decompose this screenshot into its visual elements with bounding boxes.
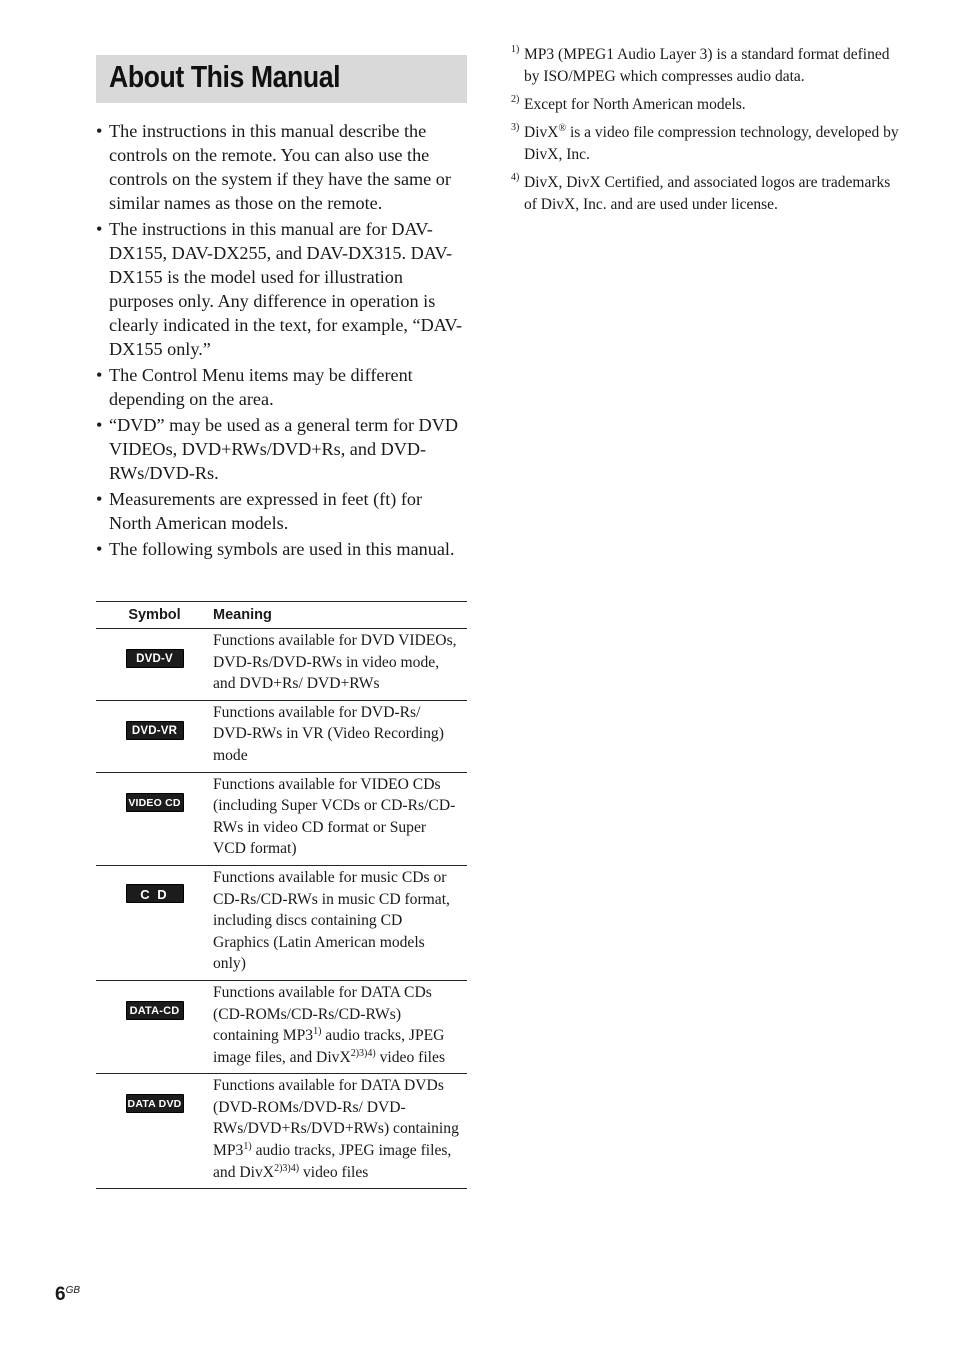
footnote-text-part: DivX xyxy=(524,124,559,141)
symbol-cell xyxy=(96,980,213,1073)
meaning-cell: Functions available for DVD VIDEOs, DVD-Rs/DVD-RWs in video mode, and DVD+Rs/ DVD+RWs xyxy=(213,629,467,701)
table-row xyxy=(96,700,467,772)
table-row xyxy=(96,1074,467,1189)
meaning-text: audio tracks, JPEG image files, and DivX xyxy=(213,1027,445,1066)
page-title: About This Manual xyxy=(109,59,341,94)
meaning-text: video files xyxy=(299,1163,369,1181)
meaning-cell: Functions available for VIDEO CDs (including Super VCDs or CD-Rs/CD-RWs in video CD format or Super VCD format) xyxy=(213,772,467,865)
bullet-list xyxy=(96,119,468,563)
list-item: • The Control Menu items may be different depending on the area. xyxy=(96,363,468,411)
meaning-text: Functions available for DATA DVDs (DVD-ROMs/DVD-Rs/ DVD-RWs/DVD+Rs/DVD+RWs) containing MP3 xyxy=(213,1077,459,1160)
footnote-number: 2) xyxy=(511,94,520,105)
data-cd-badge-icon: DATA-CD xyxy=(126,1001,184,1020)
footnote-number: 4) xyxy=(511,172,520,183)
footnote-ref: 2)3)4) xyxy=(350,1047,376,1059)
footnote xyxy=(511,44,901,88)
meaning-text: audio tracks, JPEG image files, and DivX xyxy=(213,1142,452,1181)
data-dvd-badge-icon: DATA DVD xyxy=(126,1094,184,1113)
title-banner xyxy=(96,55,467,103)
list-item: • The instructions in this manual are for DAV-DX155, DAV-DX255, and DAV-DX315. DAV-DX155 is the model used for illustration purposes only. Any difference in operation is clearly indicated in the text, for example, “DAV-DX155 only.” xyxy=(96,217,468,361)
list-item: • “DVD” may be used as a general term for DVD VIDEOs, DVD+RWs/DVD+Rs, and DVD-RWs/DVD-Rs. xyxy=(96,413,468,485)
meaning-cell xyxy=(213,1074,467,1189)
table-header-row xyxy=(96,602,467,629)
footnote xyxy=(511,122,901,166)
symbol-cell xyxy=(96,865,213,980)
footnote-ref: 1) xyxy=(243,1141,252,1153)
page-region-suffix: GB xyxy=(65,1285,81,1296)
symbol-cell xyxy=(96,1074,213,1189)
footnote-number: 3) xyxy=(511,122,520,133)
cd-badge-icon: C D xyxy=(126,884,184,903)
registered-mark: ® xyxy=(558,123,567,134)
header-meaning: Meaning xyxy=(213,602,467,629)
table-row xyxy=(96,772,467,865)
video-cd-badge-icon: VIDEO CD xyxy=(126,793,184,812)
dvd-vr-badge-icon: DVD-VR xyxy=(126,721,184,740)
list-item: • Measurements are expressed in feet (ft) for North American models. xyxy=(96,487,468,535)
header-symbol: Symbol xyxy=(96,602,213,629)
table-row xyxy=(96,629,467,701)
footnote-text: DivX, DivX Certified, and associated logos are trademarks of DivX, Inc. and are used under license. xyxy=(524,174,891,213)
dvd-v-badge-icon: DVD-V xyxy=(126,649,184,668)
list-item: • The following symbols are used in this manual. xyxy=(96,537,468,561)
symbol-cell xyxy=(96,629,213,701)
footnote-ref: 1) xyxy=(313,1026,322,1038)
footnote-text: MP3 (MPEG1 Audio Layer 3) is a standard format defined by ISO/MPEG which compresses audio data. xyxy=(524,46,890,85)
list-item: • The instructions in this manual describe the controls on the remote. You can also use the controls on the system if they have the same or similar names as those on the remote. xyxy=(96,119,468,215)
footnote xyxy=(511,172,901,216)
footnote-number: 1) xyxy=(511,44,520,55)
table-row xyxy=(96,980,467,1073)
footnote-ref: 2)3)4) xyxy=(274,1162,300,1174)
symbol-table xyxy=(96,601,467,1189)
meaning-cell: Functions available for music CDs or CD-Rs/CD-RWs in music CD format, including discs containing CD Graphics (Latin American models only) xyxy=(213,865,467,980)
symbol-cell xyxy=(96,772,213,865)
footnote-text-part: is a video file compression technology, developed by DivX, Inc. xyxy=(524,124,899,163)
symbol-cell xyxy=(96,700,213,772)
footnote-list xyxy=(511,44,901,222)
footnote xyxy=(511,94,901,116)
meaning-cell: Functions available for DVD-Rs/ DVD-RWs in VR (Video Recording) mode xyxy=(213,700,467,772)
page-number xyxy=(55,1284,80,1306)
page-number-value: 6 xyxy=(55,1284,66,1305)
meaning-text: video files xyxy=(375,1048,446,1066)
meaning-text: Functions available for DATA CDs (CD-ROMs/CD-Rs/CD-RWs) containing MP3 xyxy=(213,983,432,1045)
footnote-text xyxy=(524,124,899,163)
table-row xyxy=(96,865,467,980)
meaning-cell xyxy=(213,980,467,1073)
footnote-text: Except for North American models. xyxy=(524,96,746,113)
